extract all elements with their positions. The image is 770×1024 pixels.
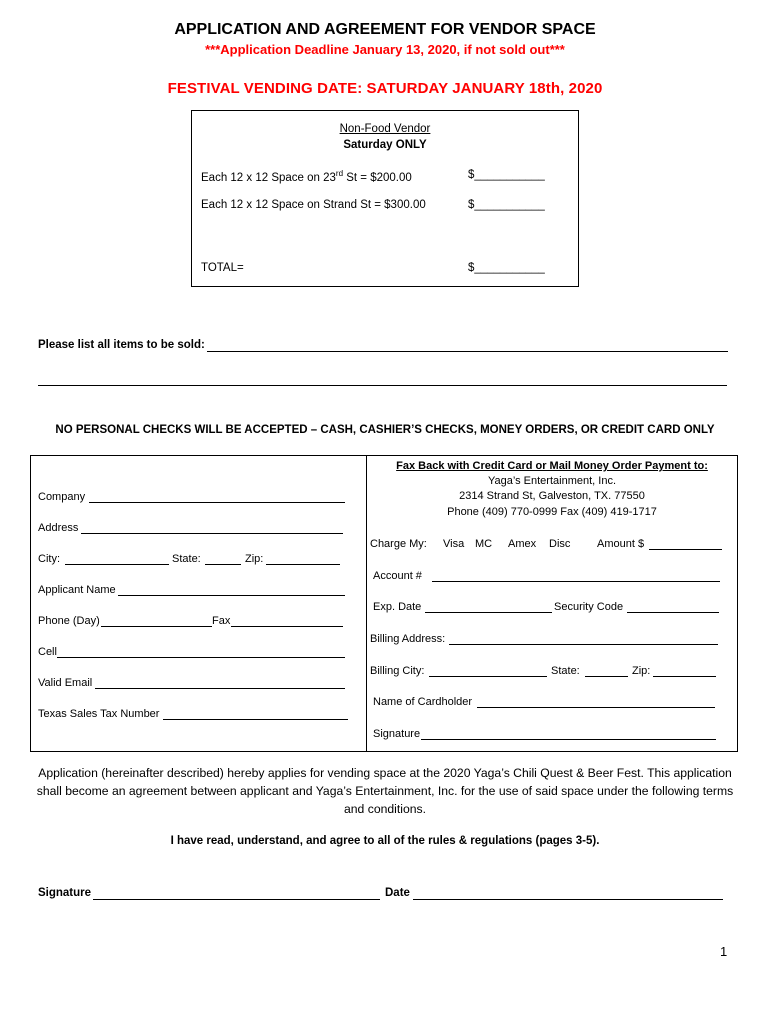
mc-option[interactable]: MC bbox=[475, 538, 493, 550]
items-sold-label: Please list all items to be sold: bbox=[38, 339, 205, 351]
state-field[interactable] bbox=[205, 564, 241, 565]
page-title: APPLICATION AND AGREEMENT FOR VENDOR SPACE bbox=[174, 21, 596, 38]
fax-company: Yaga’s Entertainment, Inc. bbox=[488, 475, 616, 487]
date-label: Date bbox=[385, 887, 410, 899]
security-code-field[interactable] bbox=[627, 612, 719, 613]
tax-number-label: Texas Sales Tax Number bbox=[38, 708, 160, 720]
items-sold-field[interactable] bbox=[207, 351, 728, 352]
city-field[interactable] bbox=[65, 564, 169, 565]
cardholder-field[interactable] bbox=[477, 707, 715, 708]
billing-city-label: Billing City: bbox=[370, 665, 425, 677]
email-label: Valid Email bbox=[38, 677, 93, 689]
billing-zip-field[interactable] bbox=[653, 676, 716, 677]
fax-label: Fax bbox=[212, 615, 231, 627]
festival-date: FESTIVAL VENDING DATE: SATURDAY JANUARY 18th, 2020 bbox=[167, 80, 603, 97]
company-label: Company bbox=[38, 491, 86, 503]
payment-notice: NO PERSONAL CHECKS WILL BE ACCEPTED – CASH, CASHIER’S CHECKS, MONEY ORDERS, OR CREDIT CARD ONLY bbox=[55, 424, 715, 436]
total-amount-field[interactable]: $___________ bbox=[468, 262, 545, 274]
billing-city-field[interactable] bbox=[429, 676, 547, 677]
agreement-acknowledgement: I have read, understand, and agree to all of the rules & regulations (pages 3-5). bbox=[170, 835, 600, 847]
billing-state-field[interactable] bbox=[585, 676, 628, 677]
fax-address: 2314 Strand St, Galveston, TX. 77550 bbox=[459, 490, 645, 502]
date-field[interactable] bbox=[413, 899, 723, 900]
cell-field[interactable] bbox=[57, 657, 345, 658]
amount-label: Amount $ bbox=[597, 538, 645, 550]
items-sold-field-2[interactable] bbox=[38, 385, 727, 386]
vendor-type: Non-Food Vendor bbox=[339, 123, 431, 135]
exp-date-label: Exp. Date bbox=[373, 601, 422, 613]
account-label: Account # bbox=[373, 570, 422, 582]
account-field[interactable] bbox=[432, 581, 720, 582]
amount-field[interactable] bbox=[649, 549, 722, 550]
company-field[interactable] bbox=[89, 502, 345, 503]
charge-my-label: Charge My: bbox=[370, 538, 427, 550]
address-label: Address bbox=[38, 522, 79, 534]
page-number: 1 bbox=[720, 944, 728, 959]
pricing-box bbox=[191, 110, 579, 287]
fax-heading: Fax Back with Credit Card or Mail Money Order Payment to: bbox=[396, 460, 708, 472]
cell-label: Cell bbox=[38, 646, 57, 658]
billing-address-field[interactable] bbox=[449, 644, 718, 645]
security-code-label: Security Code bbox=[554, 601, 624, 613]
agreement-paragraph: Application (hereinafter described) hereby applies for vending space at the 2020 Yaga’s Chili Quest & Beer Fest. This application shall become an agreement between applicant and Yaga’s Entertainment, Inc. for the use of said space under the following terms and conditions. bbox=[36, 766, 734, 816]
amex-option[interactable]: Amex bbox=[508, 538, 537, 550]
signature-field[interactable] bbox=[93, 899, 380, 900]
vendor-day: Saturday ONLY bbox=[343, 139, 427, 151]
applicant-name-field[interactable] bbox=[118, 595, 345, 596]
billing-state-label: State: bbox=[551, 665, 580, 677]
zip-field[interactable] bbox=[266, 564, 340, 565]
city-label: City: bbox=[38, 553, 60, 565]
visa-option[interactable]: Visa bbox=[443, 538, 465, 550]
billing-address-label: Billing Address: bbox=[370, 633, 446, 645]
item1-label: Each 12 x 12 Space on 23rd St = $200.00 bbox=[201, 169, 412, 184]
item2-label: Each 12 x 12 Space on Strand St = $300.00 bbox=[201, 199, 426, 211]
phone-day-field[interactable] bbox=[101, 626, 212, 627]
applicant-name-label: Applicant Name bbox=[38, 584, 116, 596]
fax-phone: Phone (409) 770-0999 Fax (409) 419-1717 bbox=[447, 506, 657, 518]
billing-zip-label: Zip: bbox=[632, 665, 651, 677]
state-label: State: bbox=[172, 553, 201, 565]
address-field[interactable] bbox=[81, 533, 343, 534]
item1-amount-field[interactable]: $___________ bbox=[468, 169, 545, 181]
signature-label: Signature bbox=[38, 887, 92, 899]
deadline-notice: ***Application Deadline January 13, 2020, if not sold out*** bbox=[205, 42, 565, 57]
cardholder-label: Name of Cardholder bbox=[373, 696, 473, 708]
exp-date-field[interactable] bbox=[425, 612, 552, 613]
total-label: TOTAL= bbox=[201, 262, 244, 274]
disc-option[interactable]: Disc bbox=[549, 538, 571, 550]
phone-day-label: Phone (Day) bbox=[38, 615, 100, 627]
card-signature-field[interactable] bbox=[421, 739, 716, 740]
email-field[interactable] bbox=[95, 688, 345, 689]
tax-number-field[interactable] bbox=[163, 719, 348, 720]
card-signature-label: Signature bbox=[373, 728, 421, 740]
item2-amount-field[interactable]: $___________ bbox=[468, 199, 545, 211]
fax-field[interactable] bbox=[231, 626, 343, 627]
zip-label: Zip: bbox=[245, 553, 264, 565]
